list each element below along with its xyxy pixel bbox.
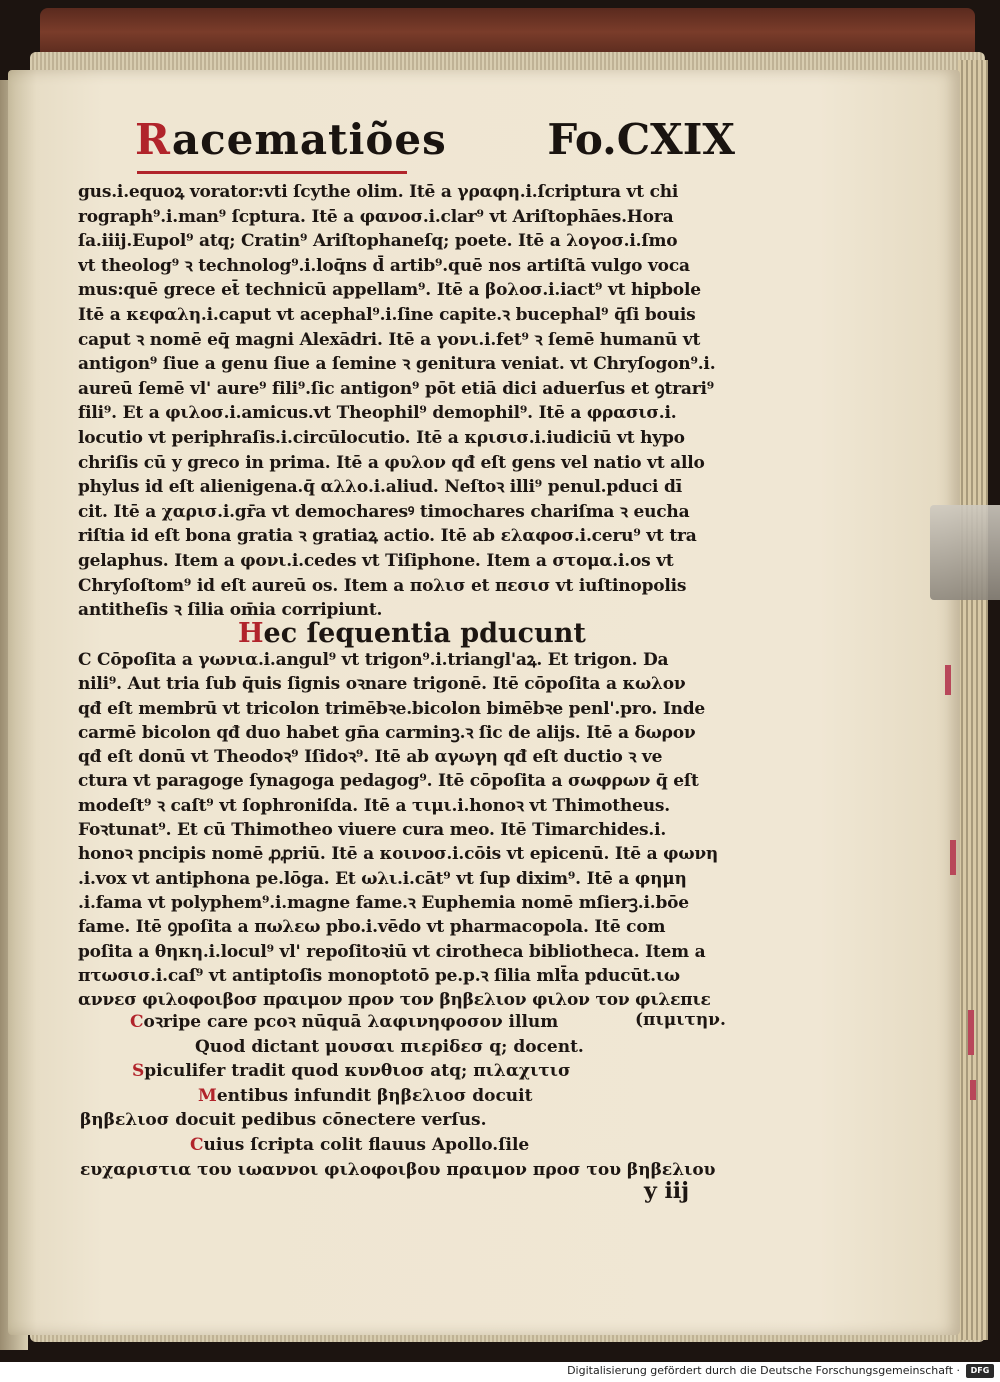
footer-bar bbox=[0, 1362, 1000, 1382]
text-line: carmē bicolon qđ duo habet gn̄a carminꝫ.ꝛ ſic de alijs. Itē a δωρον bbox=[78, 722, 696, 743]
body-text bbox=[78, 180, 743, 623]
text-line: vt theolog⁹ ꝛ technolog⁹.i.loq̄ns d̄ artib⁹.quē nos artiſtā vulgo voca bbox=[78, 255, 690, 276]
text-line: .i.fama vt polyphem⁹.i.magne fame.ꝛ Euphemia nomē mſierꝫ.i.bōe bbox=[78, 892, 689, 913]
running-head: Racematiões bbox=[135, 115, 447, 164]
text-line: cit. Itē a χαρισ.i.gr̄a vt democharesꝰ timochares chariſma ꝛ eucha bbox=[78, 501, 690, 522]
text-line: phylus id eſt alienigena.q̄ αλλο.i.aliud. Neſtoꝛ illi⁹ penul.pduci dī bbox=[78, 477, 682, 498]
text-line: Foꝛtunat⁹. Et cū Thimotheo viuere cura meo. Itē Timarchides.i. bbox=[78, 820, 667, 841]
verse-text: oꝛripe care pcoꝛ nūquā λαφινηφοσον illum bbox=[143, 1012, 559, 1032]
verse-line bbox=[80, 1059, 760, 1084]
verse-line: βηβελιοσ docuit pedibus cōnectere verſus. bbox=[80, 1110, 487, 1131]
footer-credit: Digitalisierung gefördert durch die Deutsche Forschungsgemeinschaft · bbox=[567, 1364, 960, 1377]
text-line: qđ eſt donū vt Theodoꝛ⁹ Iſidoꝛ⁹. Itē ab αγωγη qđ eſt ductio ꝛ ve bbox=[78, 747, 663, 768]
text-line: πτωσισ.i.caſ⁹ vt antiptoſis monoptotō pe.p.ꝛ ſilia mlt̄a pducūt.ιω bbox=[78, 965, 680, 986]
verse-text: uius ſcripta colit flauus Apollo.ſile bbox=[203, 1134, 530, 1155]
red-initial: S bbox=[132, 1061, 145, 1082]
text-line: mus:quē grece et̄ technicū appellam⁹. Itē a βολοσ.i.iact⁹ vt hipbole bbox=[78, 280, 701, 301]
text-line: antitheſis ꝛ ſilia om̄ia corripiunt. bbox=[78, 600, 383, 621]
text-line: caput ꝛ nomē eq̄ magni Alexādri. Itē a γονι.i.fet⁹ ꝛ ſemē humanū vt bbox=[78, 329, 701, 350]
red-initial: C bbox=[130, 1012, 144, 1032]
text-line: modeſt⁹ ꝛ caſt⁹ vt ſophroniſda. Itē a τιμι.i.honoꝛ vt Thimotheus. bbox=[78, 795, 670, 816]
text-line: poſita a θηκη.i.locul⁹ vl' repoſitoꝛiū vt cirotheca bibliotheca. Item a bbox=[78, 941, 706, 962]
red-tab bbox=[968, 1010, 974, 1055]
text-line: honoꝛ pncipis nomē ꝓꝓriū. Itē a κοινοσ.i.cōis vt epicenū. Itē a φωνη bbox=[78, 844, 719, 865]
text-line: qđ eſt membrū vt tricolon trimēbꝛe.bicolon bimēbꝛe penl'.pro. Inde bbox=[78, 698, 706, 719]
body-text-second bbox=[78, 648, 743, 1012]
text-line: ſa.iiij.Eupol⁹ atq; Cratin⁹ Ariſtophaneſq; poete. Itē a λογοσ.i.ſmo bbox=[78, 231, 678, 252]
text-line: riſtia id eſt bona gratia ꝛ gratiaꝝ actio. Itē ab ελαφοσ.i.ceru⁹ vt tra bbox=[78, 526, 697, 547]
text-line: nili⁹. Aut tria ſub q̄uis ſignis oꝛnare trigonē. Itē cōpoſita a κωλον bbox=[78, 674, 686, 695]
text-line: aureū ſemē vl' aure⁹ fili⁹.ſic antigon⁹ pōt etiā dici aduerſus et ꝯtrari⁹ bbox=[78, 378, 714, 399]
bookmark-clip bbox=[930, 505, 1000, 600]
red-initial: C bbox=[190, 1134, 204, 1155]
red-tab bbox=[970, 1080, 976, 1100]
verse-block bbox=[80, 1010, 760, 1182]
verse-line bbox=[80, 1133, 760, 1158]
red-initial: M bbox=[198, 1085, 217, 1106]
signature-mark: y iij bbox=[644, 1178, 690, 1204]
text-line: fame. Itē ꝯpoſita a πωλεω pbo.i.vēdo vt pharmacopola. Itē com bbox=[78, 917, 666, 938]
section-heading bbox=[238, 618, 586, 649]
red-tab bbox=[950, 840, 956, 875]
header-rule bbox=[137, 171, 407, 174]
text-line: antigon⁹ ſiue a genu ſiue a ſemine ꝛ genitura veniat. vt Chryſogon⁹.i. bbox=[78, 354, 716, 375]
text-line: chriſis cū y greco in prima. Itē a φυλον qđ eſt gens vel natio vt allo bbox=[78, 452, 705, 473]
verse-line bbox=[80, 1084, 760, 1109]
verse-text: entibus infundit βηβελιοσ docuit bbox=[216, 1085, 533, 1106]
text-line: C Cōpoſita a γωνια.i.angul⁹ vt trigon⁹.i.triangl'aꝝ. Et trigon. Da bbox=[78, 650, 669, 670]
verse-line: ευχαριστια του ιωαννοι φιλοφοιβου πραιμον προσ του βηβελιου bbox=[80, 1159, 716, 1180]
red-initial: H bbox=[238, 618, 264, 649]
text-line: αννεσ φιλοφοιβοσ πραιμον προν τον βηβελιον φιλον τον φιλεπιε bbox=[78, 990, 711, 1011]
folio-number: Fo.CXIX bbox=[547, 115, 735, 164]
text-line: ctura vt paragoge ſynagoga pedagog⁹. Itē cōpoſita a σωφρων q̄ eſt bbox=[78, 771, 699, 792]
text-line: .i.vox vt antiphona pe.lōga. Et ωλι.i.cāt⁹ vt ſup dixim⁹. Itē a φημη bbox=[78, 868, 687, 889]
section-heading-text: ec ſequentia pducunt bbox=[263, 618, 586, 649]
text-line: Itē a κεφαλη.i.caput vt acephal⁹.i.ſine capite.ꝛ bucephal⁹ q̄ſi bouis bbox=[78, 304, 696, 325]
verse-margin-note: (πιμιτην. bbox=[635, 1010, 726, 1030]
text-line: fili⁹. Et a φιλοσ.i.amicus.vt Theophil⁹ demophil⁹. Itē a φρασισ.i. bbox=[78, 403, 677, 424]
text-line: locutio vt periphraſis.i.circūlocutio. Itē a κρισισ.i.iudiciū vt hypo bbox=[78, 427, 685, 448]
text-line: gelaphus. Item a φονι.i.cedes vt Tiſiphone. Item a στομα.i.os vt bbox=[78, 550, 674, 571]
text-line: gus.i.equoꝝ vorator:vti ſcythe olim. Itē a γραφη.i.ſcriptura vt chi bbox=[78, 182, 679, 202]
verse-text: piculifer tradit quod κυνθιοσ atq; πιλαχιτισ bbox=[144, 1061, 571, 1082]
text-line: Chryſoſtom⁹ id eſt aureū os. Item a πολισ et πεσισ vt iuſtinopolis bbox=[78, 575, 687, 596]
page-stack-right bbox=[958, 60, 988, 1340]
red-tab bbox=[945, 665, 951, 695]
dfg-logo: DFG bbox=[966, 1364, 994, 1378]
text-line: rograph⁹.i.man⁹ ſcptura. Itē a φανοσ.i.clar⁹ vt Ariſtophāes.Hora bbox=[78, 206, 674, 227]
page-header bbox=[135, 115, 735, 185]
verse-line: Quod dictant μουσαι πιερiδεσ q; docent. bbox=[195, 1036, 584, 1057]
